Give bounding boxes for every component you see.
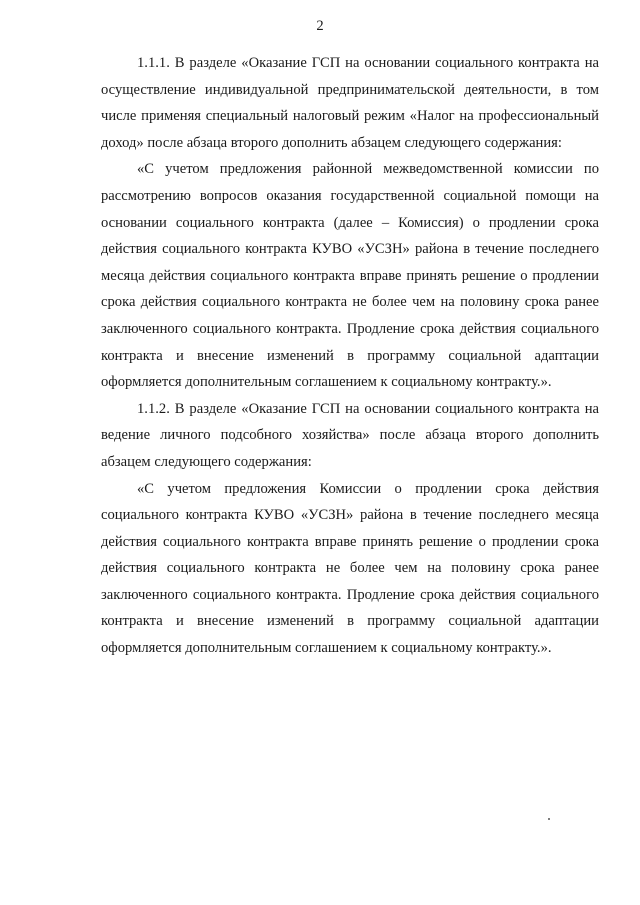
paragraph-quote-1: «С учетом предложения районной межведомственной комиссии по рассмотрению вопросов оказания государственной социальной помощи на основании социального контракта (далее – Комиссия) о продлении срока действия социального контракта КУВО «УСЗН» района в течение последнего месяца действия социального контракта вправе принять решение о продлении срока действия социального контракта не более чем на половину срока ранее заключенного социального контракта. Продление срока действия социального контракта и внесение изменений в программу социальной адаптации оформляется дополнительным соглашением к социальному контракту.». bbox=[101, 161, 599, 391]
document-body bbox=[101, 50, 599, 662]
paragraph-quote-2: «С учетом предложения Комиссии о продлении срока действия социального контракта КУВО «УСЗН» района в течение последнего месяца действия социального контракта вправе принять решение о продлении срока действия социального контракта не более чем на половину срока ранее заключенного социального контракта. Продление срока действия социального контракта и внесение изменений в программу социальной адаптации оформляется дополнительным соглашением к социальному контракту.». bbox=[101, 480, 599, 657]
paragraph-1-1-1: 1.1.1. В разделе «Оказание ГСП на основании социального контракта на осуществление индивидуальной предпринимательской деятельности, в том числе применяя специальный налоговый режим «Налог на профессиональный доход» после абзаца второго дополнить абзацем следующего содержания: bbox=[101, 55, 599, 151]
paragraph-1-1-2: 1.1.2. В разделе «Оказание ГСП на основании социального контракта на ведение личного подсобного хозяйства» после абзаца второго дополнить абзацем следующего содержания: bbox=[101, 400, 599, 470]
page-number: 2 bbox=[316, 18, 324, 34]
scan-speck bbox=[548, 818, 550, 820]
